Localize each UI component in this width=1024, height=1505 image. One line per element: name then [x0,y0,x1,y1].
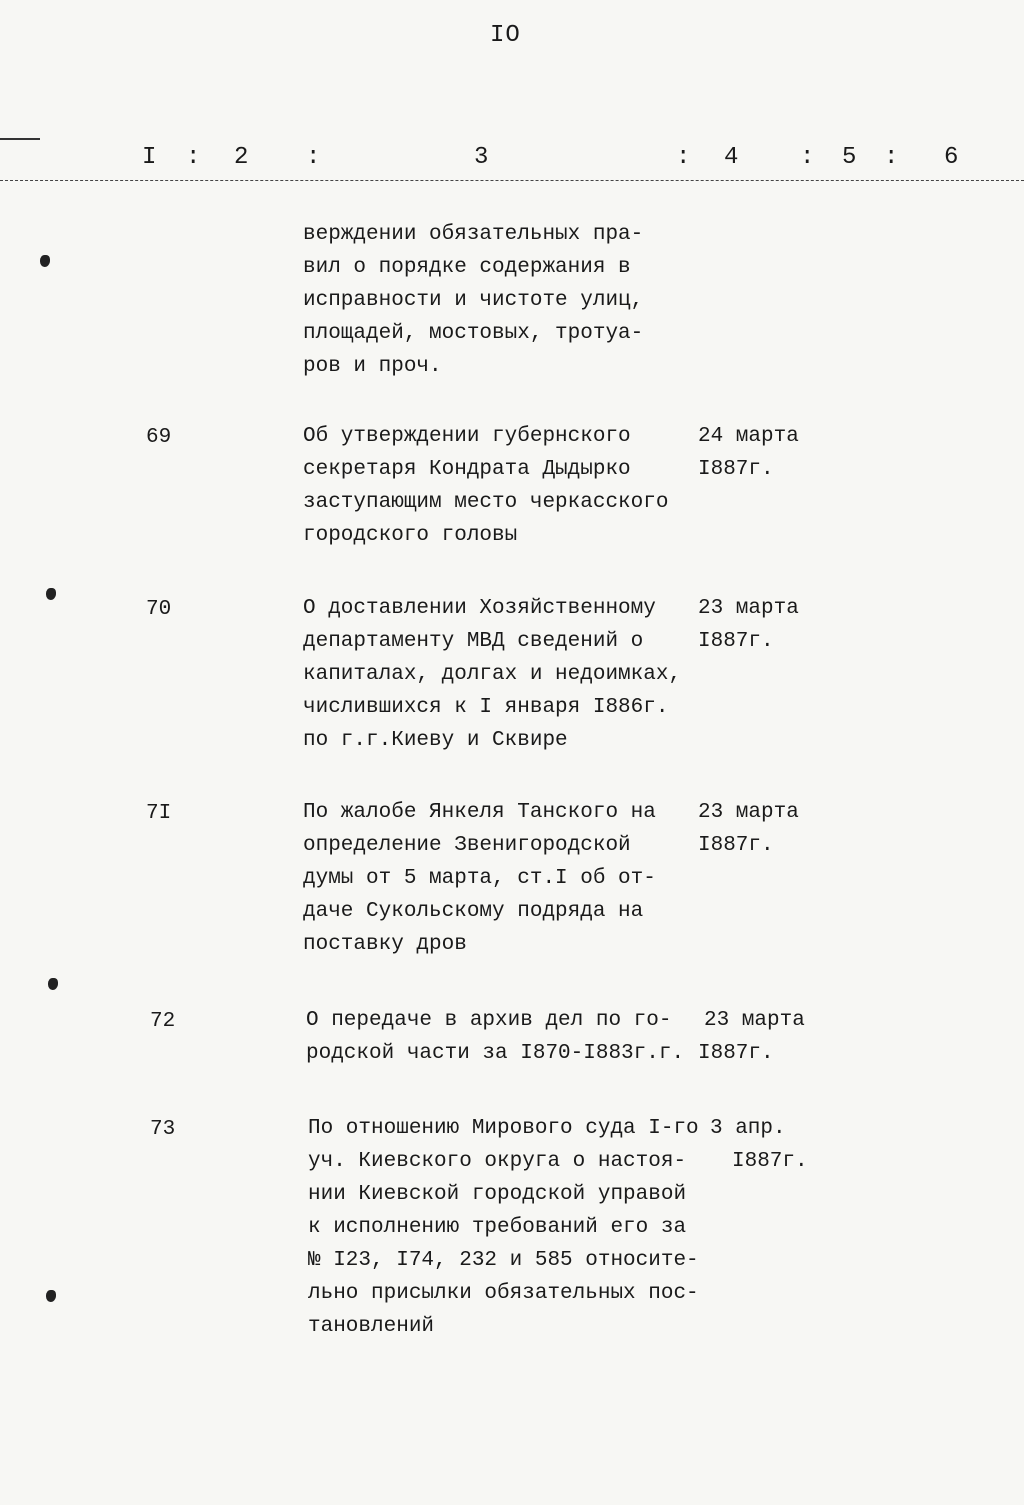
entry-description [303,592,723,757]
entry-date [698,1004,834,1070]
entry-text-line: тановлений [308,1315,435,1338]
column-separator: : [676,144,691,171]
entry-description [303,420,723,552]
column-separator: : [800,144,815,171]
entry-number: 70 [146,598,172,621]
column-header-4: 4 [724,144,739,171]
entry-text-line: капиталах, долгах и недоимках, [303,663,682,686]
column-header-row [0,140,1024,180]
column-header-2: 2 [234,144,249,171]
entry-description [303,218,723,383]
entry-text-line: № I23, I74, 232 и 585 относите- [308,1249,699,1272]
entry-text-line: по г.г.Киеву и Сквире [303,729,568,752]
header-divider [0,180,1024,181]
page-number: IO [490,22,521,49]
entry-date-year: I887г. [698,630,774,653]
entry-description [303,796,723,961]
entry-date-day: 23 марта [698,597,799,620]
entry-text-line: вил о порядке содержания в [303,256,631,279]
entry-text-line: льно присылки обязательных пос- [308,1282,699,1305]
entry-text-line: заступающим место черкасского [303,491,669,514]
entry-date [698,420,828,486]
column-header-1: I [142,144,157,171]
entry-text-line: уч. Киевского округа о настоя- [308,1150,687,1173]
entry-number: 7I [146,802,172,825]
entry-date-day: 3 апр. [710,1117,786,1140]
entry-text-line: даче Сукольскому подряда на [303,900,644,923]
entry-text-line: городского головы [303,524,518,547]
entry-text-line: О передаче в архив дел по го- [306,1009,672,1032]
entry-date-year: I887г. [698,834,774,857]
column-header-3: 3 [474,144,489,171]
entry-description [308,1112,728,1343]
entry-text-line: верждении обязательных пра- [303,223,644,246]
entry-text-line: По жалобе Янкеля Танского на [303,801,656,824]
entry-description [306,1004,726,1070]
entry-text-line: По отношению Мирового суда I-го [308,1117,699,1140]
entry-text-line: департаменту МВД сведений о [303,630,644,653]
binding-hole-mark [48,978,58,990]
entry-text-line: секретаря Кондрата Дыдырко [303,458,631,481]
entry-text-line: О доставлении Хозяйственному [303,597,656,620]
column-header-5: 5 [842,144,857,171]
entry-number: 72 [150,1010,176,1033]
entry-date-year: I887г. [698,458,774,481]
entry-text-line: ров и проч. [303,355,442,378]
entry-text-line: к исполнению требований его за [308,1216,687,1239]
entry-date [698,592,828,658]
column-separator: : [306,144,321,171]
entry-text-line: площадей, мостовых, тротуа- [303,322,644,345]
entry-number: 69 [146,426,172,449]
entry-date-day: 23 марта [704,1009,805,1032]
binding-hole-mark [46,588,56,600]
entry-date [710,1112,840,1178]
binding-hole-mark [46,1290,56,1302]
entry-date-day: 24 марта [698,425,799,448]
entry-text-line: Об утверждении губернского [303,425,631,448]
column-header-6: 6 [944,144,959,171]
entry-date-day: 23 марта [698,801,799,824]
entry-text-line: исправности и чистоте улиц, [303,289,644,312]
column-separator: : [186,144,201,171]
entry-date [698,796,828,862]
entry-text-line: родской части за I870-I883г.г. [306,1042,685,1065]
entry-number: 73 [150,1118,176,1141]
entry-date-year: I887г. [698,1042,774,1065]
entry-text-line: числившихся к I января I886г. [303,696,669,719]
entry-text-line: определение Звенигородской [303,834,631,857]
entry-date-year: I887г. [732,1150,808,1173]
binding-hole-mark [40,255,50,267]
entry-text-line: поставку дров [303,933,467,956]
entry-text-line: нии Киевской городской управой [308,1183,687,1206]
column-separator: : [884,144,899,171]
entry-text-line: думы от 5 марта, ст.I об от- [303,867,656,890]
